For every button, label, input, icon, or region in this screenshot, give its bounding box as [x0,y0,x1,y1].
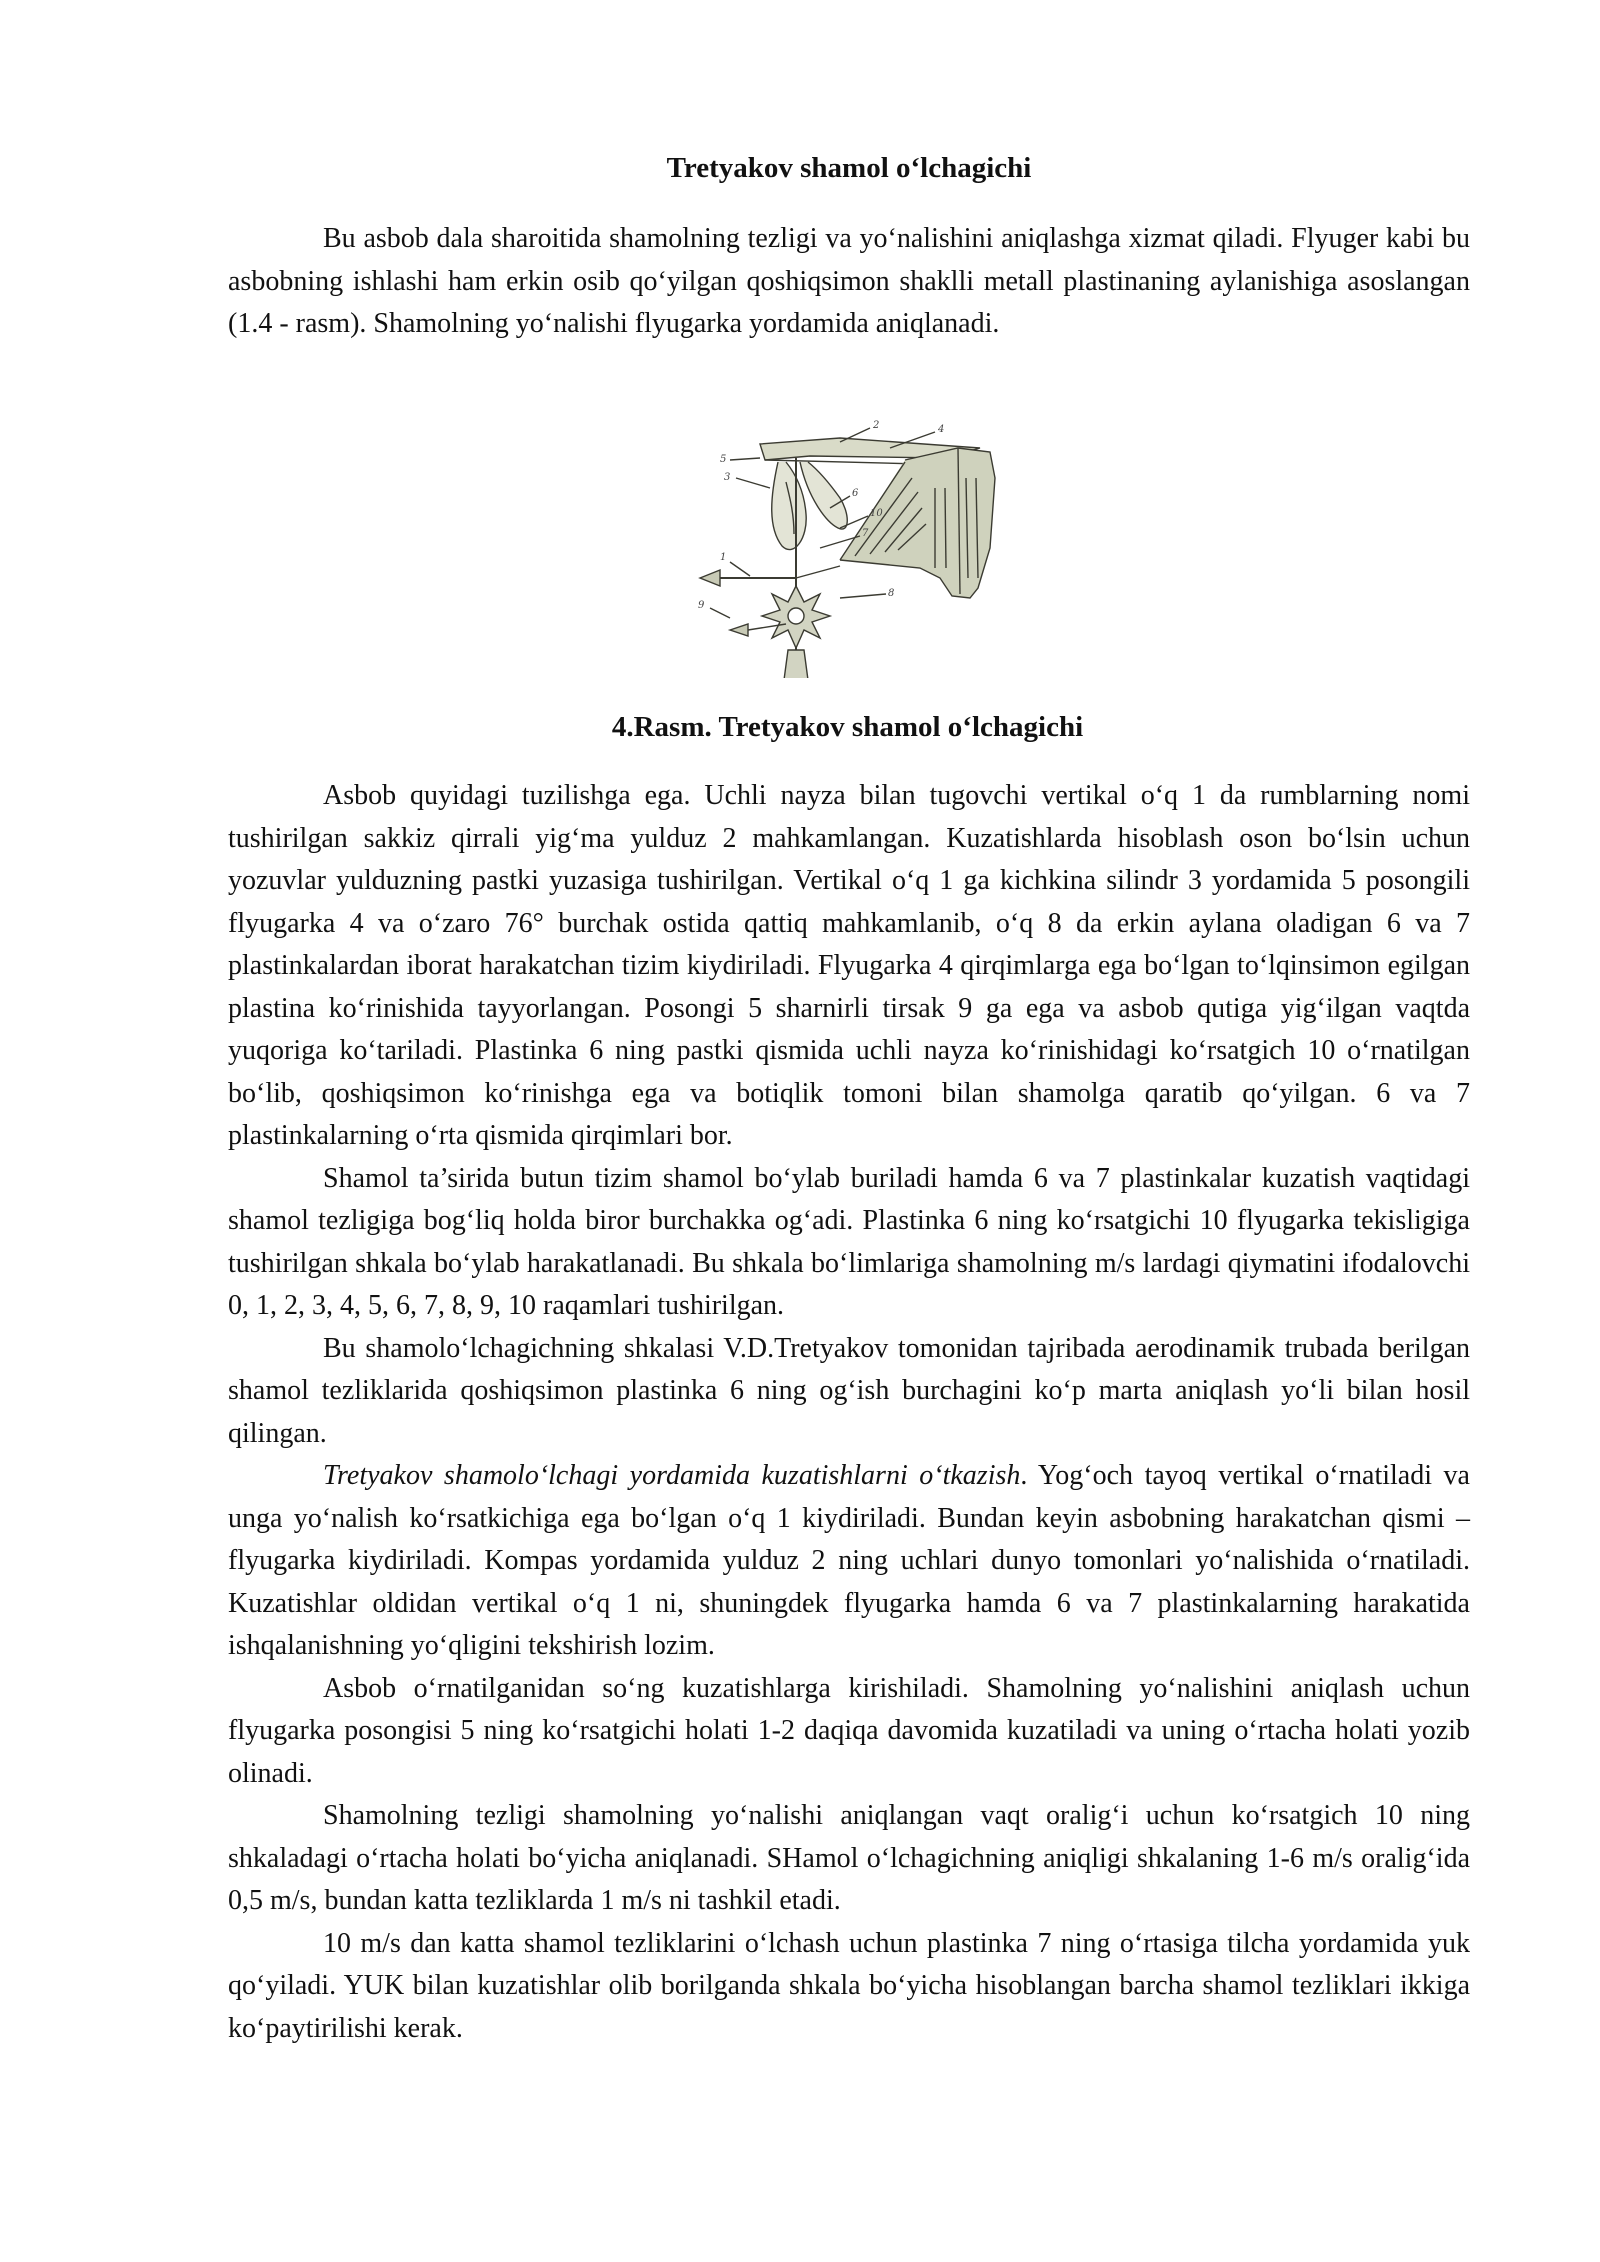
paragraph-scale: Bu shamolo‘lchagichning shkalasi V.D.Tretyakov tomonidan tajribada aerodinamik trubada berilgan shamol tezliklarida qoshiqsimon plastinka 6 ning og‘ish burchagini ko‘p marta aniqlash yo‘li bilan hosil qilingan. [228,1332,1470,1449]
figure-label-7: 7 [862,528,869,539]
intro-section [228,218,1470,346]
paragraph-observation [228,1455,1470,1668]
figure-label-8: 8 [888,588,895,599]
intro-paragraph: Bu asbob dala sharoitida shamolning tezligi va yo‘nalishini aniqlashga xizmat qiladi. Flyuger kabi bu asbobning ishlashi ham erkin osib qo‘yilgan qoshiqsimon shaklli metall plastinaning aylanishiga asoslangan (1.4 - rasm). Shamolning yo‘nalishi flyugarka yordamida aniqlanadi. [228,223,1470,339]
observation-heading: Tretyakov shamolo‘lchagi yordamida kuzatishlarni o‘tkazish [323,1460,1021,1491]
paragraph-direction: Asbob o‘rnatilganidan so‘ng kuzatishlarga kirishiladi. Shamolning yo‘nalishini aniqlash uchun flyugarka posongisi 5 ning ko‘rsatgichi holati 1-2 daqiqa davomida kuzatiladi va uning o‘rtacha holati yozib olinadi. [228,1672,1470,1789]
figure-label-6: 6 [852,488,859,499]
paragraph-weight: 10 m/s dan katta shamol tezliklarini o‘lchash uchun plastinka 7 ning o‘rtasiga tilcha yordamida yuk qo‘yiladi. YUK bilan kuzatishlar olib borilganda shkala bo‘yicha hisoblangan barcha shamol tezliklari ikkiga ko‘paytirilishi kerak. [228,1927,1470,2044]
paragraph-operation: Shamol ta’sirida butun tizim shamol bo‘ylab buriladi hamda 6 va 7 plastinkalar kuzatish vaqtidagi shamol tezligiga bog‘liq holda biror burchakka og‘adi. Plastinka 6 ning ko‘rsatgichi 10 flyugarka tekisligiga tushirilgan shkala bo‘ylab harakatlanadi. Bu shkala bo‘limlariga shamolning m/s lardagi qiymatini ifodalovchi 0, 1, 2, 3, 4, 5, 6, 7, 8, 9, 10 raqamlari tushirilgan. [228,1162,1470,1321]
anemometer-figure [690,418,1010,678]
figure-label-4: 4 [938,424,945,435]
paragraph-speed: Shamolning tezligi shamolning yo‘nalishi aniqlangan vaqt oralig‘i uchun ko‘rsatgich 10 ning shkaladagi o‘rtacha holati bo‘yicha aniqlanadi. SHamol o‘lchagichning aniqligi shkalaning 1-6 m/s oralig‘ida 0,5 m/s, bundan katta tezliklarda 1 m/s ni tashkil etadi. [228,1800,1470,1916]
figure-label-3: 3 [724,472,731,483]
body-section [228,775,1470,2050]
page-title: Tretyakov shamol o‘lchagichi [666,152,1032,184]
observation-text: . Yog‘och tayoq vertikal o‘rnatiladi va unga yo‘nalish ko‘rsatkichiga ega bo‘lgan o‘q 1 kiydiriladi. Bundan keyin asbobning harakatchan qismi – flyugarka kiydiriladi. Kompas yordamida yulduz 2 ning uchlari dunyo tomonlari yo‘nalishida o‘rnatiladi. Kuzatishlar oldidan vertikal o‘q 1 ni, shuningdek flyugarka hamda 6 va 7 plastinkalarning harakatida ishqalanishning yo‘qligini tekshirish lozim. [228,1460,1470,1661]
figure-label-5: 5 [720,454,727,465]
paragraph-structure: Asbob quyidagi tuzilishga ega. Uchli nayza bilan tugovchi vertikal o‘q 1 da rumblarning nomi tushirilgan sakkiz qirrali yig‘ma yulduz 2 mahkamlangan. Kuzatishlarda hisoblash oson bo‘lsin uchun yozuvlar yulduzning pastki yuzasiga tushirilgan. Vertikal o‘q 1 ga kichkina silindr 3 yordamida 5 posongili flyugarka 4 va o‘zaro 76° burchak ostida qattiq mahkamlanib, o‘q 8 da erkin aylana oladigan 6 va 7 plastinkalardan iborat harakatchan tizim kiydiriladi. Flyugarka 4 qirqimlarga ega bo‘lgan to‘lqinsimon egilgan plastina ko‘rinishida tayyorlangan. Posongi 5 sharnirli tirsak 9 ga ega va asbob qutiga yig‘ilgan vaqtda yuqoriga ko‘tariladi. Plastinka 6 ning pastki qismida uchli nayza ko‘rinishidagi ko‘rsatgich 10 o‘rnatilgan bo‘lib, qoshiqsimon ko‘rinishga ega va botiqlik tomoni bilan shamolga qaratib qo‘yilgan. 6 va 7 plastinkalarning o‘rta qismida qirqimlari bor. [228,780,1470,1151]
figure-label-2: 2 [873,420,880,431]
figure-label-9: 9 [698,600,705,611]
figure-label-10: 10 [870,508,883,519]
anemometer-illustration [690,418,1010,678]
figure-label-1: 1 [720,552,727,563]
figure-caption: 4.Rasm. Tretyakov shamol o‘lchagichi [611,711,1084,743]
